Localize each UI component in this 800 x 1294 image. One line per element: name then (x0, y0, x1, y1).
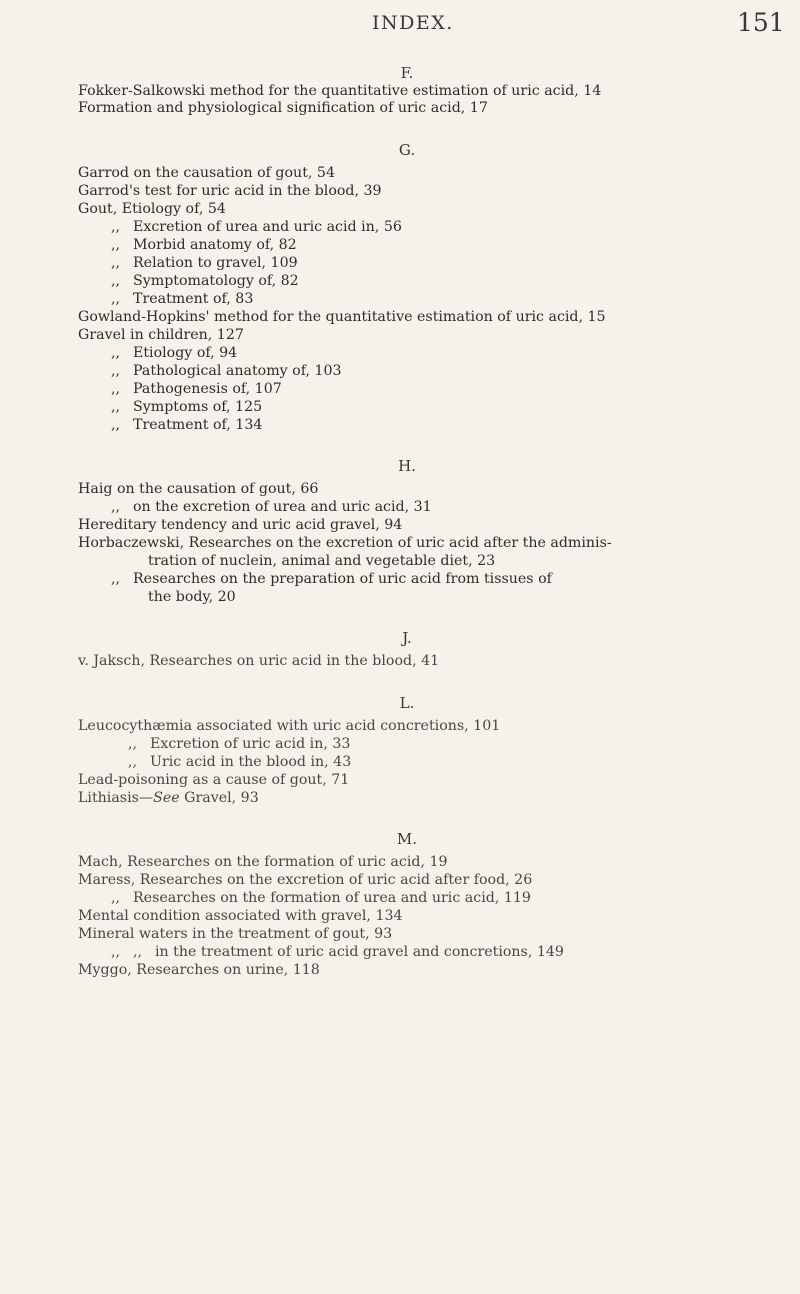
index-subentry: ,, Excretion of urea and uric acid in, 56 (111, 219, 402, 235)
ditto-mark: ,, (128, 736, 138, 752)
index-entry: Lithiasis—See Gravel, 93 (78, 790, 259, 806)
index-subentry: ,, Etiology of, 94 (111, 345, 238, 361)
index-entry: Gowland-Hopkins' method for the quantitative estimation of uric acid, 15 (78, 309, 606, 325)
index-entry: Fokker-Salkowski method for the quantitative estimation of uric acid, 14 (78, 83, 602, 99)
ditto-mark: ,, (111, 255, 121, 271)
index-entry: Maress, Researches on the excretion of uric acid after food, 26 (78, 872, 533, 888)
section-letter-f: F. (400, 64, 414, 82)
ditto-mark: ,, (111, 571, 121, 587)
ditto-mark: ,, (111, 291, 121, 307)
see-reference: See (153, 790, 180, 806)
running-head (0, 8, 800, 38)
index-entry: Mental condition associated with gravel, 134 (78, 908, 403, 924)
section-letter-m: M. (396, 830, 418, 848)
index-subentry: ,, Relation to gravel, 109 (111, 255, 298, 271)
index-entry: Horbaczewski, Researches on the excretion of uric acid after the adminis- (78, 535, 612, 551)
index-subentry: ,, Treatment of, 83 (111, 291, 254, 307)
index-subentry: ,, Symptoms of, 125 (111, 399, 263, 415)
index-entry: Garrod on the causation of gout, 54 (78, 165, 335, 181)
ditto-mark: ,, (111, 237, 121, 253)
section-letter-l: L. (399, 694, 415, 712)
ditto-mark: ,, (133, 944, 143, 960)
index-subentry: ,, Excretion of uric acid in, 33 (128, 736, 351, 752)
ditto-mark: ,, (111, 219, 121, 235)
ditto-mark: ,, (111, 273, 121, 289)
index-entry: Mineral waters in the treatment of gout, 93 (78, 926, 393, 942)
index-entry: Gout, Etiology of, 54 (78, 201, 226, 217)
section-letter-j: J. (402, 629, 412, 647)
index-subentry: ,, Pathogenesis of, 107 (111, 381, 282, 397)
section-letter-h: H. (398, 457, 416, 475)
index-subentry: ,, Pathological anatomy of, 103 (111, 363, 342, 379)
ditto-mark: ,, (111, 345, 121, 361)
index-subentry: ,, Uric acid in the blood in, 43 (128, 754, 352, 770)
index-entry: Mach, Researches on the formation of uric acid, 19 (78, 854, 448, 870)
ditto-mark: ,, (111, 499, 121, 515)
section-letter-g: G. (398, 141, 416, 159)
index-subentry: ,, Symptomatology of, 82 (111, 273, 299, 289)
index-subentry: ,, ,, in the treatment of uric acid gravel and concretions, 149 (111, 944, 564, 960)
index-entry: Garrod's test for uric acid in the blood, 39 (78, 183, 382, 199)
index-entry-continuation: tration of nuclein, animal and vegetable diet, 23 (148, 553, 496, 569)
page-number: 151 (737, 8, 785, 37)
ditto-mark: ,, (111, 417, 121, 433)
index-entry: Haig on the causation of gout, 66 (78, 481, 319, 497)
index-subentry: ,, Researches on the preparation of uric acid from tissues of (111, 571, 552, 587)
index-subentry: ,, Researches on the formation of urea and uric acid, 119 (111, 890, 531, 906)
index-entry: Lead-poisoning as a cause of gout, 71 (78, 772, 350, 788)
index-entry: Myggo, Researches on urine, 118 (78, 962, 320, 978)
index-entry: Hereditary tendency and uric acid gravel, 94 (78, 517, 403, 533)
index-entry: Formation and physiological signification of uric acid, 17 (78, 100, 488, 116)
ditto-mark: ,, (111, 890, 121, 906)
ditto-mark: ,, (111, 381, 121, 397)
ditto-mark: ,, (111, 944, 121, 960)
running-title: INDEX. (372, 12, 454, 34)
index-entry: Leucocythæmia associated with uric acid concretions, 101 (78, 718, 501, 734)
index-entry: Gravel in children, 127 (78, 327, 244, 343)
index-subentry: ,, Morbid anatomy of, 82 (111, 237, 297, 253)
ditto-mark: ,, (111, 399, 121, 415)
ditto-mark: ,, (111, 363, 121, 379)
index-subentry: ,, on the excretion of urea and uric acid, 31 (111, 499, 432, 515)
index-entry: v. Jaksch, Researches on uric acid in the blood, 41 (78, 653, 440, 669)
index-entry-continuation: the body, 20 (148, 589, 236, 605)
ditto-mark: ,, (128, 754, 138, 770)
index-subentry: ,, Treatment of, 134 (111, 417, 263, 433)
